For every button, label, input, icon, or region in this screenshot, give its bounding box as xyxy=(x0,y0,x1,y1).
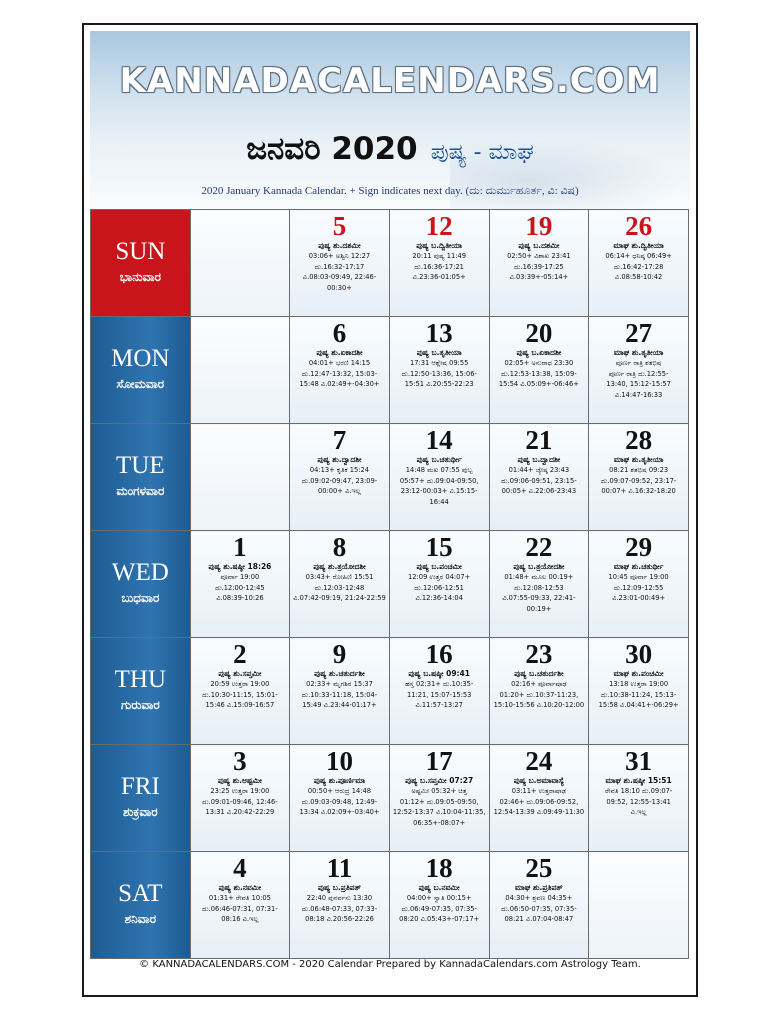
tithi-line: ಪುಷ್ಯ ಬ.ಪ್ರತಿಪತ್ xyxy=(317,883,362,892)
day-cell[interactable] xyxy=(589,638,689,745)
tithi-line: ಮಾಘ ಶು.ಪಂಚಮೀ xyxy=(613,669,664,678)
visha-line: 23:12-00:03+ ವಿ.15:15-16:44 xyxy=(400,487,478,506)
day-number: 21 xyxy=(525,425,553,455)
visha-line: 15:58 ವಿ.04:41+-06:29+ xyxy=(598,701,679,709)
tithi-line: ಪುಷ್ಯ ಶು.ದ್ವಾದಶೀ xyxy=(317,455,362,464)
weekday-name-english: SAT xyxy=(118,880,163,907)
day-cell[interactable] xyxy=(389,531,489,638)
tithi-line: ಪುಷ್ಯ ಬ.ದಶಮೀ xyxy=(518,241,560,250)
day-number: 4 xyxy=(233,853,247,883)
day-cell[interactable] xyxy=(389,638,489,745)
nakshatra-line: 02:05+ ಅನುರಾಧ 23:30 xyxy=(504,359,574,367)
day-cell[interactable] xyxy=(589,531,689,638)
nakshatra-line: 03:43+ ರೋಹಿಣಿ 15:51 xyxy=(305,573,374,581)
tithi-line: ಪುಷ್ಯ ಶು.ಅಷ್ಟಮೀ xyxy=(217,776,262,785)
calendar-description: 2020 January Kannada Calendar. + Sign indicates next day. (ದು: ದುರ್ಮುಹೂರ್ತ, ವಿ: ವಿಷ) xyxy=(201,185,579,197)
weekday-header xyxy=(91,745,191,852)
nakshatra-line: ರೇವತಿ 18:10 ದು.09:07- xyxy=(604,787,673,795)
weekday-name-english: SUN xyxy=(115,238,166,265)
visha-line: 08:21 ವಿ.07:04-08:47 xyxy=(504,915,574,923)
weekday-name-english: THU xyxy=(114,666,167,693)
day-cell[interactable] xyxy=(290,745,390,852)
tithi-line: ಮಾಘ ಶು.ಪ್ರತಿಪತ್ xyxy=(515,883,563,892)
visha-line: 15:48 ವಿ.02:49+-04:30+ xyxy=(299,380,380,388)
day-number: 27 xyxy=(625,318,653,348)
durmuhurta-line: ದು.09:07-09:52, 23:17- xyxy=(600,476,677,485)
day-cell[interactable] xyxy=(389,317,489,424)
header-banner xyxy=(90,31,690,227)
visha-line: 08:16 ವಿ.ಇಲ್ಲ xyxy=(221,915,259,923)
durmuhurta-line: ದು.12:53-13:38, 15:09- xyxy=(501,369,577,378)
day-number: 13 xyxy=(425,318,453,348)
durmuhurta-line: ಪೂರ್ಣ ರಾತ್ರಿ ದು.12:55- xyxy=(608,369,669,378)
nakshatra-line: 04:30+ ಶ್ರವಣ 04:35+ xyxy=(505,894,573,902)
day-number: 8 xyxy=(332,532,347,562)
visha-line: 08:20 ವಿ.05:43+-07:17+ xyxy=(399,915,480,923)
day-number: 16 xyxy=(425,639,453,669)
visha-line: 12:54-13:39 ವಿ.09:49-11:30 xyxy=(493,808,585,816)
tithi-line: ಪುಷ್ಯ ಶು.ದಶಮೀ xyxy=(318,241,361,250)
nakshatra-line: 14:48 ಮಖ 07:55 ಪುಬ್ಬ xyxy=(405,466,473,474)
day-number: 11 xyxy=(326,853,353,883)
nakshatra-line: 23:25 ಉತ್ತರಾ 19:00 xyxy=(210,787,270,795)
week-row xyxy=(91,531,689,638)
nakshatra-line: 20:11 ಪುಷ್ಯ 11:49 xyxy=(412,252,467,260)
tithi-line: ಪುಷ್ಯ ಬ.ಚತುರ್ಥೀ xyxy=(416,455,462,464)
day-cell[interactable] xyxy=(290,424,390,531)
visha-line: 00:00+ ವಿ.ಇಲ್ಲ xyxy=(318,487,361,495)
site-name[interactable]: KANNADACALENDARS.COM xyxy=(119,61,661,101)
weekday-name-english: FRI xyxy=(120,773,160,800)
nakshatra-line: ಅಷ್ಟಮೀ 05:32+ ಚಿತ್ತ xyxy=(411,787,467,795)
durmuhurta-line: 01:12+ ದು.09:05-09:50, xyxy=(399,797,479,806)
day-cell[interactable] xyxy=(489,745,589,852)
durmuhurta-line: ದು.10:38-11:24, 15:13- xyxy=(600,690,677,699)
durmuhurta-line: 11:21, 15:07-15:53 xyxy=(406,690,472,699)
weekday-header xyxy=(91,531,191,638)
tithi-line: ಪುಷ್ಯ ಶು.ಏಕಾದಶೀ xyxy=(316,348,363,357)
weekday-name-kannada: ಭಾನುವಾರ xyxy=(119,270,161,284)
visha-line: ವಿ.07:55-09:33, 22:41-00:19+ xyxy=(502,594,576,613)
durmuhurta-line: ದು.06:48-07:33, 07:33- xyxy=(301,904,378,913)
tithi-line: ಮಾಘ ಶು.ತೃತೀಯಾ xyxy=(613,455,664,464)
visha-line: 13:40, 15:12-15:57 ವಿ.14:47-16:33 xyxy=(606,380,671,399)
tithi-line: ಪುಷ್ಯ ಬ.ಸಪ್ತಮೀ 07:27 xyxy=(405,776,474,785)
visha-line: 13:31 ವಿ.20:42-22:29 xyxy=(205,808,275,816)
day-cell[interactable] xyxy=(290,531,390,638)
durmuhurta-line: ದು.06:50-07:35, 07:35- xyxy=(501,904,577,913)
nakshatra-line: 22:40 ಪುನರ್ವಸು 13:30 xyxy=(306,894,373,902)
day-number: 17 xyxy=(425,746,453,776)
nakshatra-line: 02:33+ ಮೃಗಶಿರ 15:37 xyxy=(306,680,373,688)
durmuhurta-line: ದು.12:00-12:45 xyxy=(215,583,265,592)
durmuhurta-line: ದು.09:02-09:47, 23:09- xyxy=(301,476,378,485)
footer-credit: © KANNADACALENDARS.COM - 2020 Calendar Prepared by KannadaCalendars.com Astrology Team. xyxy=(139,959,641,970)
nakshatra-line: ಪೂರ್ಣ ರಾತ್ರಿ ಶತಭಿಷ xyxy=(615,359,662,367)
durmuhurta-line: ದು.12:06-12:51 xyxy=(414,583,464,592)
day-cell[interactable] xyxy=(589,424,689,531)
tithi-line: ಪುಷ್ಯ ಬ.ತ್ರಯೋದಶೀ xyxy=(513,562,565,571)
tithi-line: ಪುಷ್ಯ ಬ.ಷಷ್ಠೀ 09:41 xyxy=(408,669,470,678)
visha-line: ವಿ.23:01-00:49+ xyxy=(612,594,666,602)
visha-line: ವಿ.12:36-14:04 xyxy=(415,594,463,602)
day-number: 15 xyxy=(425,532,453,562)
weekday-header xyxy=(91,317,191,424)
visha-line: 15:46 ವಿ.15:09-16:57 xyxy=(205,701,275,709)
durmuhurta-line: ದು.09:03-09:48, 12:49- xyxy=(301,797,378,806)
empty-day-cell xyxy=(190,210,289,317)
nakshatra-line: 08:21 ಶತಭಿಷ 09:23 xyxy=(609,466,669,474)
week-row xyxy=(91,317,689,424)
day-cell[interactable] xyxy=(190,852,289,959)
nakshatra-line: 01:31+ ರೇವತಿ 10:05 xyxy=(208,894,271,902)
nakshatra-line: ಪೂರ್ವಾ 19:00 xyxy=(220,573,260,581)
nakshatra-line: 10:45 ಪೂರ್ವಾ 19:00 xyxy=(608,573,669,581)
day-number: 2 xyxy=(233,639,247,669)
durmuhurta-line: ದು.16:36-17:21 xyxy=(414,262,464,271)
empty-day-cell xyxy=(190,424,289,531)
durmuhurta-line: 02:46+ ದು.09:06-09:52, xyxy=(499,797,579,806)
nakshatra-line: ಹಸ್ತ 02:31+ ದು.10:35- xyxy=(405,680,474,688)
weekday-name-english: MON xyxy=(111,345,170,372)
durmuhurta-line: 01:20+ ದು.10:37-11:23, xyxy=(499,690,579,699)
week-row xyxy=(91,745,689,852)
weekday-name-kannada: ಶುಕ್ರವಾರ xyxy=(123,805,158,819)
visha-line: 00:07+ ವಿ.16:32-18:20 xyxy=(601,487,676,495)
visha-line: ವಿ.07:42-09:19, 21:24-22:59 xyxy=(293,594,386,602)
day-cell[interactable] xyxy=(290,210,390,317)
durmuhurta-line: ದು.12:08-12:53 xyxy=(514,583,564,592)
day-cell[interactable] xyxy=(589,210,689,317)
day-cell[interactable] xyxy=(290,638,390,745)
weekday-header xyxy=(91,424,191,531)
lunar-months: ಪುಷ್ಯ - ಮಾಘ xyxy=(430,140,534,165)
visha-line: 08:18 ವಿ.20:56-22:26 xyxy=(305,915,374,923)
tithi-line: ಮಾಘ ಶು.ತೃತೀಯಾ xyxy=(613,348,664,357)
durmuhurta-line: ದು.10:30-11:15, 15:01- xyxy=(202,690,278,699)
visha-line: ವಿ.08:39-10:26 xyxy=(216,594,264,602)
tithi-line: ಪುಷ್ಯ ಶು.ಪೂರ್ಣಿಮಾ xyxy=(313,776,366,785)
nakshatra-line: 01:48+ ಮೂಲ 00:19+ xyxy=(504,573,574,581)
tithi-line: ಪುಷ್ಯ ಶು.ಷಷ್ಠೀ 18:26 xyxy=(208,562,272,571)
nakshatra-line: 03:11+ ಉತ್ತರಾಷಾಢ xyxy=(511,787,567,795)
tithi-line: ಪುಷ್ಯ ಬ.ದ್ವಿತೀಯಾ xyxy=(416,241,463,250)
weekday-header xyxy=(91,852,191,959)
nakshatra-line: 17:31 ಆಶ್ಲೇಷ 09:55 xyxy=(409,359,469,367)
day-number: 19 xyxy=(525,211,553,241)
day-number: 23 xyxy=(525,639,553,669)
month-title xyxy=(90,131,690,168)
day-cell[interactable] xyxy=(589,745,689,852)
tithi-line: ಮಾಘ ಶು.ಚತುರ್ಥೀ xyxy=(613,562,664,571)
day-cell[interactable] xyxy=(290,852,390,959)
visha-line: 15:54 ವಿ.05:09+-06:46+ xyxy=(498,380,579,388)
durmuhurta-line: ದು.16:32-17:17 xyxy=(314,262,365,271)
durmuhurta-line: 09:52, 12:55-13:41 xyxy=(606,797,671,806)
day-cell[interactable] xyxy=(589,317,689,424)
week-row xyxy=(91,852,689,959)
day-cell[interactable] xyxy=(290,317,390,424)
day-cell[interactable] xyxy=(489,638,589,745)
empty-day-cell xyxy=(589,852,689,959)
day-number: 10 xyxy=(325,746,353,776)
day-cell[interactable] xyxy=(190,638,289,745)
day-number: 24 xyxy=(525,746,553,776)
week-row xyxy=(91,638,689,745)
day-cell[interactable] xyxy=(190,745,289,852)
day-number: 28 xyxy=(625,425,653,455)
day-cell[interactable] xyxy=(190,531,289,638)
day-number: 12 xyxy=(425,211,453,241)
durmuhurta-line: 05:57+ ದು.09:04-09:50, xyxy=(399,476,479,485)
tithi-line: ಪುಷ್ಯ ಶು.ತ್ರಯೋದಶೀ xyxy=(313,562,366,571)
nakshatra-line: 04:01+ ಭರಣಿ 14:15 xyxy=(308,359,371,367)
tithi-line: ಪುಷ್ಯ ಬ.ಚತುರ್ದಶೀ xyxy=(514,669,564,678)
durmuhurta-line: ದು.12:03-12:48 xyxy=(314,583,365,592)
day-number: 1 xyxy=(233,532,247,562)
day-number: 6 xyxy=(332,318,347,348)
week-row xyxy=(91,210,689,317)
calendar-page xyxy=(82,23,698,997)
durmuhurta-line: ದು.06:49-07:35, 07:35- xyxy=(401,904,477,913)
tithi-line: ಪುಷ್ಯ ಬ.ನವಮೀ xyxy=(418,883,460,892)
day-number: 20 xyxy=(525,318,553,348)
tithi-line: ಪುಷ್ಯ ಬ.ಪಂಚಮೀ xyxy=(416,562,462,571)
empty-day-cell xyxy=(190,317,289,424)
month-name: ಜನವರಿ 2020 xyxy=(246,131,418,167)
day-number: 25 xyxy=(525,853,553,883)
day-cell[interactable] xyxy=(489,531,589,638)
day-cell[interactable] xyxy=(389,852,489,959)
tithi-line: ಪುಷ್ಯ ಶು.ಚತುರ್ದಶೀ xyxy=(314,669,365,678)
nakshatra-line: 03:06+ ಅಶ್ವಿನಿ 12:27 xyxy=(308,252,371,260)
visha-line: ವಿ.08:58-10:42 xyxy=(614,273,663,281)
weekday-name-kannada: ಸೋಮವಾರ xyxy=(116,377,165,391)
visha-line: 15:10-15:56 ವಿ.10:20-12:00 xyxy=(493,701,585,709)
tithi-line: ಪುಷ್ಯ ಶು.ನವಮೀ xyxy=(218,883,262,892)
day-number: 14 xyxy=(425,425,453,455)
visha-line: ವಿ.11:57-13:27 xyxy=(415,701,463,709)
tithi-line: ಪುಷ್ಯ ಶು.ಸಪ್ತಮೀ xyxy=(218,669,262,678)
durmuhurta-line: ದು.12:09-12:55 xyxy=(613,583,664,592)
durmuhurta-line: ದು.16:42-17:28 xyxy=(613,262,664,271)
visha-line: 12:52-13:37 ವಿ.10:04-11:35, 06:35+-08:07+ xyxy=(392,808,486,827)
tithi-line: ಪುಷ್ಯ ಬ.ತೃತೀಯಾ xyxy=(416,348,462,357)
nakshatra-line: 13:18 ಉತ್ತರಾ 19:00 xyxy=(609,680,669,688)
weekday-name-english: TUE xyxy=(116,452,165,479)
tithi-line: ಮಾಘ ಶು.ದ್ವಿತೀಯಾ xyxy=(613,241,664,250)
visha-line: ವಿ.03:39+-05:14+ xyxy=(509,273,569,281)
weekday-name-english: WED xyxy=(111,559,169,586)
day-number: 22 xyxy=(525,532,553,562)
day-cell[interactable] xyxy=(489,424,589,531)
nakshatra-line: 04:00+ ಸ್ವಾತಿ 00:15+ xyxy=(406,894,472,902)
day-cell[interactable] xyxy=(389,745,489,852)
nakshatra-line: 06:14+ ಧನಿಷ್ಠ 06:49+ xyxy=(605,252,672,260)
nakshatra-line: 12:09 ಉತ್ತರ 04:07+ xyxy=(408,573,471,581)
durmuhurta-line: ದು.16:39-17:25 xyxy=(514,262,564,271)
visha-line: ವಿ.ಇಲ್ಲ xyxy=(630,808,647,816)
day-number: 18 xyxy=(425,853,453,883)
tithi-line: ಪುಷ್ಯ ಬ.ಅಮಾವಾಸ್ಯೆ xyxy=(513,776,565,785)
visha-line: 13:34 ವಿ.02:09+-03:40+ xyxy=(299,808,380,816)
visha-line: ವಿ.23:36-01:05+ xyxy=(412,273,466,281)
visha-line: 00:05+ ವಿ.22:06-23:43 xyxy=(501,487,577,495)
durmuhurta-line: ದು.12:47-13:32, 15:03- xyxy=(301,369,378,378)
week-row xyxy=(91,424,689,531)
durmuhurta-line: ದು.09:01-09:46, 12:46- xyxy=(202,797,278,806)
weekday-name-kannada: ಮಂಗಳವಾರ xyxy=(116,484,165,498)
visha-line: 15:51 ವಿ.20:55-22:23 xyxy=(404,380,474,388)
nakshatra-line: 02:16+ ಪೂರ್ವಾಷಾಢ xyxy=(511,680,567,688)
weekday-header xyxy=(91,638,191,745)
nakshatra-line: 00:50+ ಆರುದ್ರ 14:48 xyxy=(307,787,372,795)
durmuhurta-line: ದು.06:46-07:31, 07:31- xyxy=(202,904,278,913)
day-number: 3 xyxy=(233,746,247,776)
weekday-name-kannada: ಗುರುವಾರ xyxy=(120,698,160,712)
durmuhurta-line: ದು.10:33-11:18, 15:04- xyxy=(301,690,378,699)
nakshatra-line: 01:44+ ಜ್ಯೇಷ್ಠ 23:43 xyxy=(508,466,570,474)
day-number: 26 xyxy=(625,211,653,241)
nakshatra-line: 02:50+ ವಿಶಾಖ 23:41 xyxy=(507,252,571,260)
calendar-grid xyxy=(90,209,689,959)
day-cell[interactable] xyxy=(489,852,589,959)
tithi-line: ಮಾಘ ಶು.ಷಷ್ಠೀ 15:51 xyxy=(605,776,672,785)
visha-line: 15:49 ವಿ.23:44-01:17+ xyxy=(302,701,377,709)
day-number: 9 xyxy=(332,639,347,669)
day-number: 31 xyxy=(625,746,653,776)
day-cell[interactable] xyxy=(389,424,489,531)
day-number: 5 xyxy=(332,211,347,241)
weekday-name-kannada: ಬುಧವಾರ xyxy=(121,591,160,605)
day-number: 7 xyxy=(332,425,347,455)
durmuhurta-line: ದು.09:06-09:51, 23:15- xyxy=(501,476,577,485)
nakshatra-line: 20:59 ಉತ್ತರಾ 19:00 xyxy=(210,680,270,688)
tithi-line: ಪುಷ್ಯ ಬ.ಏಕಾದಶೀ xyxy=(516,348,562,357)
tithi-line: ಪುಷ್ಯ ಬ.ದ್ವಾದಶೀ xyxy=(517,455,561,464)
weekday-header xyxy=(91,210,191,317)
visha-line: ವಿ.08:03-09:49, 22:46-00:30+ xyxy=(302,273,377,292)
day-cell[interactable] xyxy=(389,210,489,317)
durmuhurta-line: ದು.12:50-13:36, 15:06- xyxy=(401,369,477,378)
weekday-name-kannada: ಶನಿವಾರ xyxy=(124,912,157,926)
day-number: 30 xyxy=(625,639,653,669)
day-cell[interactable] xyxy=(489,317,589,424)
nakshatra-line: 04:13+ ಕೃತಿಕ 15:24 xyxy=(309,466,370,474)
day-number: 29 xyxy=(625,532,653,562)
day-cell[interactable] xyxy=(489,210,589,317)
